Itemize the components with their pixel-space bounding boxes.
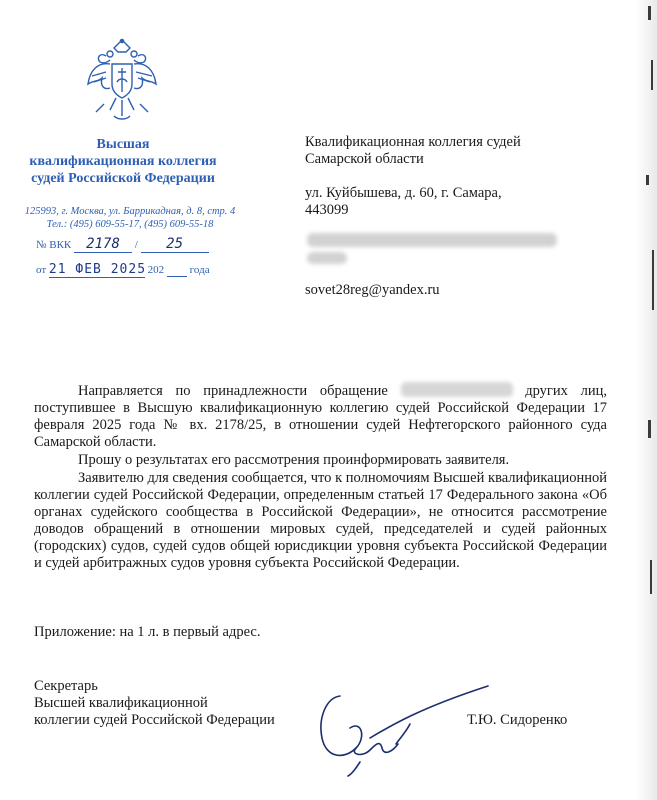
sender-address-line-2: Тел.: (495) 609-55-17, (495) 609-55-18 (46, 219, 214, 230)
sender-organization (0, 136, 246, 187)
date-year-word: года (189, 264, 210, 276)
paragraph-1 (34, 382, 607, 451)
date-field (49, 262, 145, 278)
recipient-block (305, 134, 625, 299)
reg-separator: / (134, 239, 138, 251)
handwritten-signature (300, 668, 490, 778)
paragraph-2: Прошу о результатах его рассмотрения проинформировать заявителя. (78, 452, 510, 468)
reg-suffix-field (141, 236, 209, 253)
date-year-blank (167, 264, 187, 277)
signatory-title-line-2: Высшей квалификационной (34, 695, 208, 711)
redacted-applicant (401, 382, 513, 397)
paragraph-1-end: других лиц, поступившее в Высшую квалификационную коллегию судей Российской Федерации 17 февраля 2025 года № вх. 2178/25, в отношении судей Нефтегорского районного суда Самарской области. (34, 383, 608, 450)
sender-address-line-1: 125993, г. Москва, ул. Баррикадная, д. 8, стр. 4 (24, 206, 236, 217)
double-headed-eagle-emblem-icon (86, 38, 158, 126)
reg-number-field (74, 236, 132, 253)
paragraph-1-start: Направляется по принадлежности обращение (78, 383, 388, 399)
org-line-3: судей Российской Федерации (31, 171, 215, 186)
reg-prefix: № ВКК (36, 239, 72, 251)
reg-number: 2178 (86, 236, 120, 252)
scan-artifact (651, 60, 653, 90)
recipient-address-line-2: 443099 (305, 202, 349, 218)
signer-name: Т.Ю. Сидоренко (467, 712, 568, 728)
org-line-2: квалификационная коллегия (29, 154, 217, 169)
date-year-printed: 202 (147, 264, 165, 276)
registration-number-line (36, 236, 209, 253)
scan-artifact (646, 175, 649, 185)
scan-edge (635, 0, 657, 800)
date-prefix: от (36, 264, 47, 276)
signatory-title-line-1: Секретарь (34, 678, 98, 694)
redacted-name (307, 233, 557, 247)
attachment-note: Приложение: на 1 л. в первый адрес. (34, 624, 261, 640)
scan-artifact (650, 560, 652, 594)
recipient-line-1: Квалификационная коллегия судей (305, 134, 521, 150)
scan-artifact (648, 6, 651, 20)
date-stamp: 21 ФЕВ 2025 (48, 262, 147, 277)
recipient-address-line-1: ул. Куйбышева, д. 60, г. Самара, (305, 185, 502, 201)
date-line (36, 262, 210, 278)
letter-body (34, 382, 607, 572)
scan-artifact (648, 420, 651, 438)
reg-suffix: 25 (166, 236, 183, 252)
sender-address (0, 205, 260, 231)
org-line-1: Высшая (96, 137, 150, 152)
recipient-email: sovet28reg@yandex.ru (305, 282, 440, 298)
scan-artifact (652, 250, 654, 310)
signatory-title-line-3: коллегии судей Российской Федерации (34, 712, 275, 728)
recipient-line-2: Самарской области (305, 151, 424, 167)
redacted-postal (307, 252, 347, 264)
paragraph-3: Заявителю для сведения сообщается, что к полномочиям Высшей квалификационной коллегии судей Российской Федерации, определенным статьей 17 Федерального закона «Об органах судейского сообщества в Российской Федерации», не относится рассмотрение доводов обращений в отношении мировых судей, председателей и судей районных (городских) судов, судей судов общей юрисдикции уровня субъекта Российской Федерации и судей арбитражных судов уровня субъекта Российской Федерации. (34, 470, 607, 571)
signature-block (34, 678, 275, 729)
